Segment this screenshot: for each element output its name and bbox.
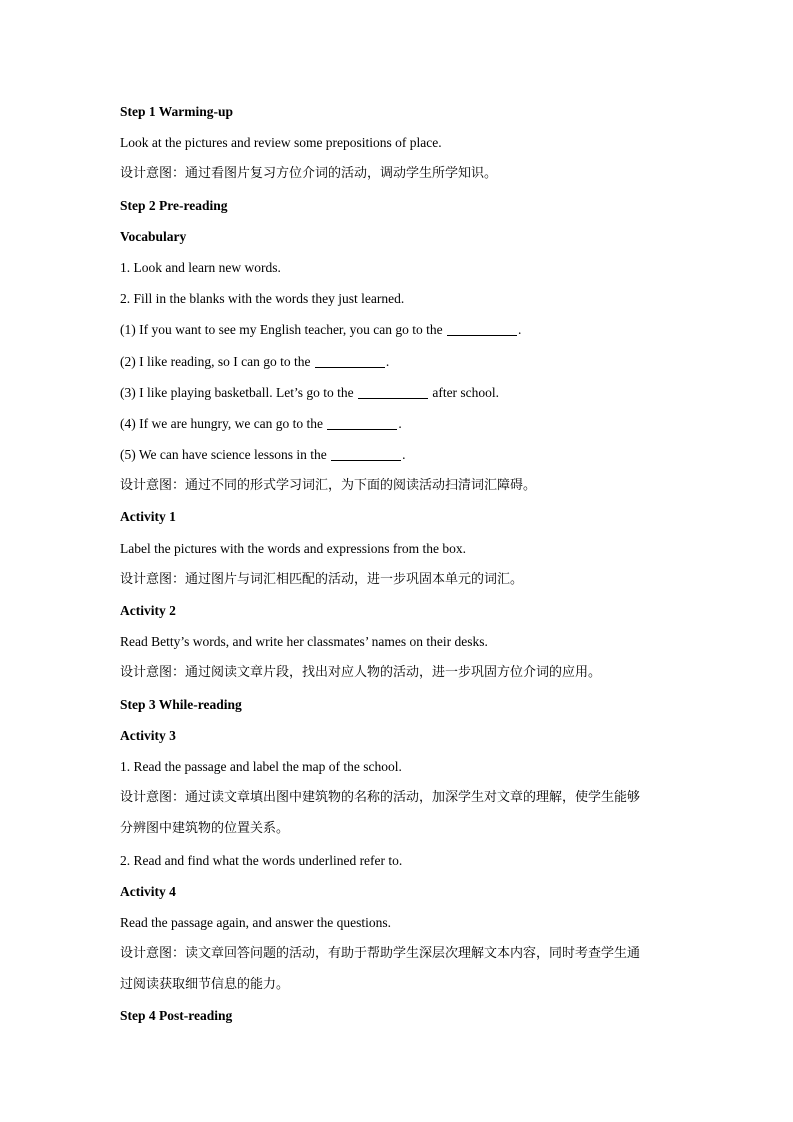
fill-blank-3-text: (3) I like playing basketball. Let’s go to the bbox=[120, 384, 357, 400]
fill-blank-1-after: . bbox=[518, 322, 522, 338]
step3-heading: Step 3 While-reading bbox=[120, 696, 242, 712]
blank-line bbox=[447, 321, 517, 336]
fill-blank-1 bbox=[120, 318, 680, 349]
activity3-intent-line1: 设计意图：通过读文章填出图中建筑物的名称的活动，加深学生对文章的理解，使学生能够 bbox=[120, 790, 641, 806]
fill-blank-2-text: (2) I like reading, so I can go to the bbox=[120, 353, 314, 369]
step1-heading: Step 1 Warming-up bbox=[120, 104, 234, 119]
activity4-text: Read the passage again, and answer the questions. bbox=[120, 914, 392, 930]
fill-blank-2-after: . bbox=[385, 353, 390, 369]
activity1-intent: 设计意图：通过图片与词汇相匹配的活动，进一步巩固本单元的词汇。 bbox=[120, 571, 524, 587]
activity2-intent: 设计意图：通过阅读文章片段，找出对应人物的活动，进一步巩固方位介词的应用。 bbox=[120, 665, 602, 681]
fill-blank-4 bbox=[120, 412, 680, 443]
fill-blank-4-after: . bbox=[398, 415, 402, 431]
fill-blank-5-text: (5) We can have science lessons in the bbox=[120, 447, 331, 463]
activity2-heading: Activity 2 bbox=[120, 603, 176, 618]
activity2-text: Read Betty’s words, and write her classmates’ names on their desks. bbox=[120, 634, 488, 650]
fill-blank-2 bbox=[120, 350, 680, 381]
vocab-item-2: 2. Fill in the blanks with the words they just learned. bbox=[120, 291, 405, 307]
activity1-heading: Activity 1 bbox=[120, 509, 176, 525]
document-page bbox=[120, 100, 680, 1036]
activity4-heading: Activity 4 bbox=[120, 883, 176, 899]
fill-blank-3 bbox=[120, 381, 680, 412]
blank-line bbox=[331, 446, 401, 461]
step1-instruction: Look at the pictures and review some prepositions of place. bbox=[120, 135, 442, 151]
activity3-intent-line2: 分辨图中建筑物的位置关系。 bbox=[120, 821, 290, 837]
activity3-item-2: 2. Read and find what the words underlined refer to. bbox=[120, 852, 403, 868]
blank-line bbox=[358, 384, 428, 399]
fill-blank-5-after: . bbox=[402, 447, 406, 463]
activity1-text: Label the pictures with the words and expressions from the box. bbox=[120, 540, 467, 556]
fill-blank-4-text: (4) If we are hungry, we can go to the bbox=[120, 415, 327, 431]
step2-intent: 设计意图：通过不同的形式学习词汇，为下面的阅读活动扫清词汇障碍。 bbox=[120, 478, 537, 494]
blank-line bbox=[327, 415, 397, 430]
activity3-heading: Activity 3 bbox=[120, 727, 176, 743]
activity4-intent-line1: 设计意图：读文章回答问题的活动，有助于帮助学生深层次理解文本内容，同时考查学生通 bbox=[120, 946, 641, 962]
fill-blank-3-after: after school. bbox=[428, 384, 500, 400]
vocab-item-1: 1. Look and learn new words. bbox=[120, 259, 281, 275]
step4-heading: Step 4 Post-reading bbox=[120, 1008, 233, 1024]
step2-heading: Step 2 Pre-reading bbox=[120, 197, 228, 213]
activity4-intent-line2: 过阅读获取细节信息的能力。 bbox=[120, 977, 290, 993]
fill-blank-5 bbox=[120, 443, 680, 474]
vocabulary-heading: Vocabulary bbox=[120, 228, 187, 244]
fill-blank-1-text: (1) If you want to see my English teacher, you can go to the bbox=[120, 322, 446, 338]
blank-line bbox=[315, 353, 385, 368]
activity3-item-1: 1. Read the passage and label the map of the school. bbox=[120, 758, 402, 774]
step1-intent: 设计意图：通过看图片复习方位介词的活动，调动学生所学知识。 bbox=[120, 166, 498, 182]
